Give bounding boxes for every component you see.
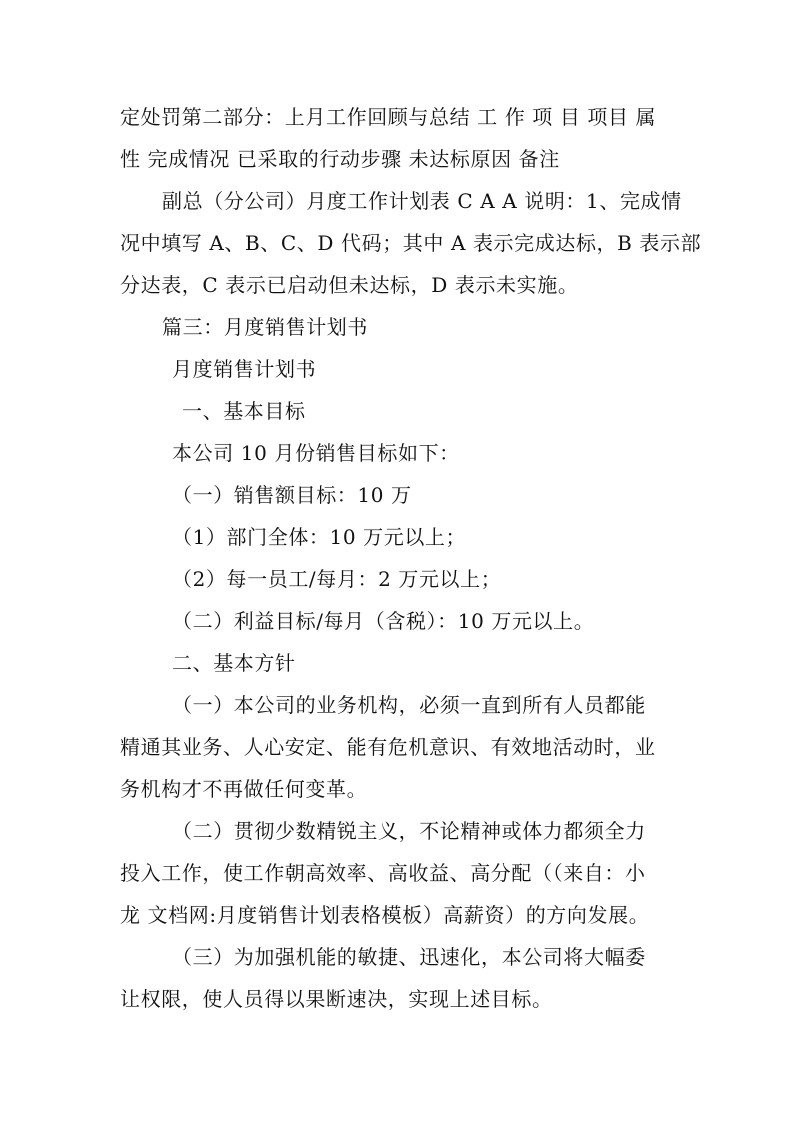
text-line: （一）本公司的业务机构，必须一直到所有人员都能 xyxy=(172,693,646,717)
text-line: 分达表，C 表示已启动但未达标，D 表示未实施。 xyxy=(120,273,579,297)
text-line: （二）贯彻少数精锐主义，不论精神或体力都须全力 xyxy=(172,819,646,843)
text-line: 精通其业务、人心安定、能有危机意识、有效地活动时，业 xyxy=(120,735,656,759)
text-line: 投入工作，使工作朝高效率、高收益、高分配（（来自：小 xyxy=(120,861,646,885)
text-line: 让权限，使人员得以果断速决，实现上述目标。 xyxy=(120,987,553,1011)
text-line: 副总（分公司）月度工作计划表 C A A 说明：1、完成情 xyxy=(162,189,682,213)
text-line: 况中填写 A、B、C、D 代码；其中 A 表示完成达标，B 表示部 xyxy=(120,231,702,255)
text-line: 定处罚第二部分：上月工作回顾与总结 工 作 项 目 项目 属 xyxy=(120,105,657,129)
text-line: 性 完成情况 已采取的行动步骤 未达标原因 备注 xyxy=(120,147,560,171)
text-line: 务机构才不再做任何变革。 xyxy=(120,777,368,801)
section-heading: 一、基本目标 xyxy=(182,399,306,423)
text-line: 龙 文档网:月度销售计划表格模板）高薪资）的方向发展。 xyxy=(120,903,650,927)
text-line: （1）部门全体：10 万元以上； xyxy=(172,525,467,549)
text-line: （2）每一员工/每月：2 万元以上； xyxy=(172,567,502,591)
text-line: （三）为加强机能的敏捷、迅速化，本公司将大幅委 xyxy=(172,945,646,969)
text-line: （一）销售额目标：10 万 xyxy=(172,483,412,507)
text-line: （二）利益目标/每月（含税）：10 万元以上。 xyxy=(172,609,595,633)
section-heading: 二、基本方针 xyxy=(172,651,296,675)
section-heading: 篇三：月度销售计划书 xyxy=(162,315,368,339)
document-title: 月度销售计划书 xyxy=(172,357,317,381)
text-line: 本公司 10 月份销售目标如下： xyxy=(172,441,460,465)
